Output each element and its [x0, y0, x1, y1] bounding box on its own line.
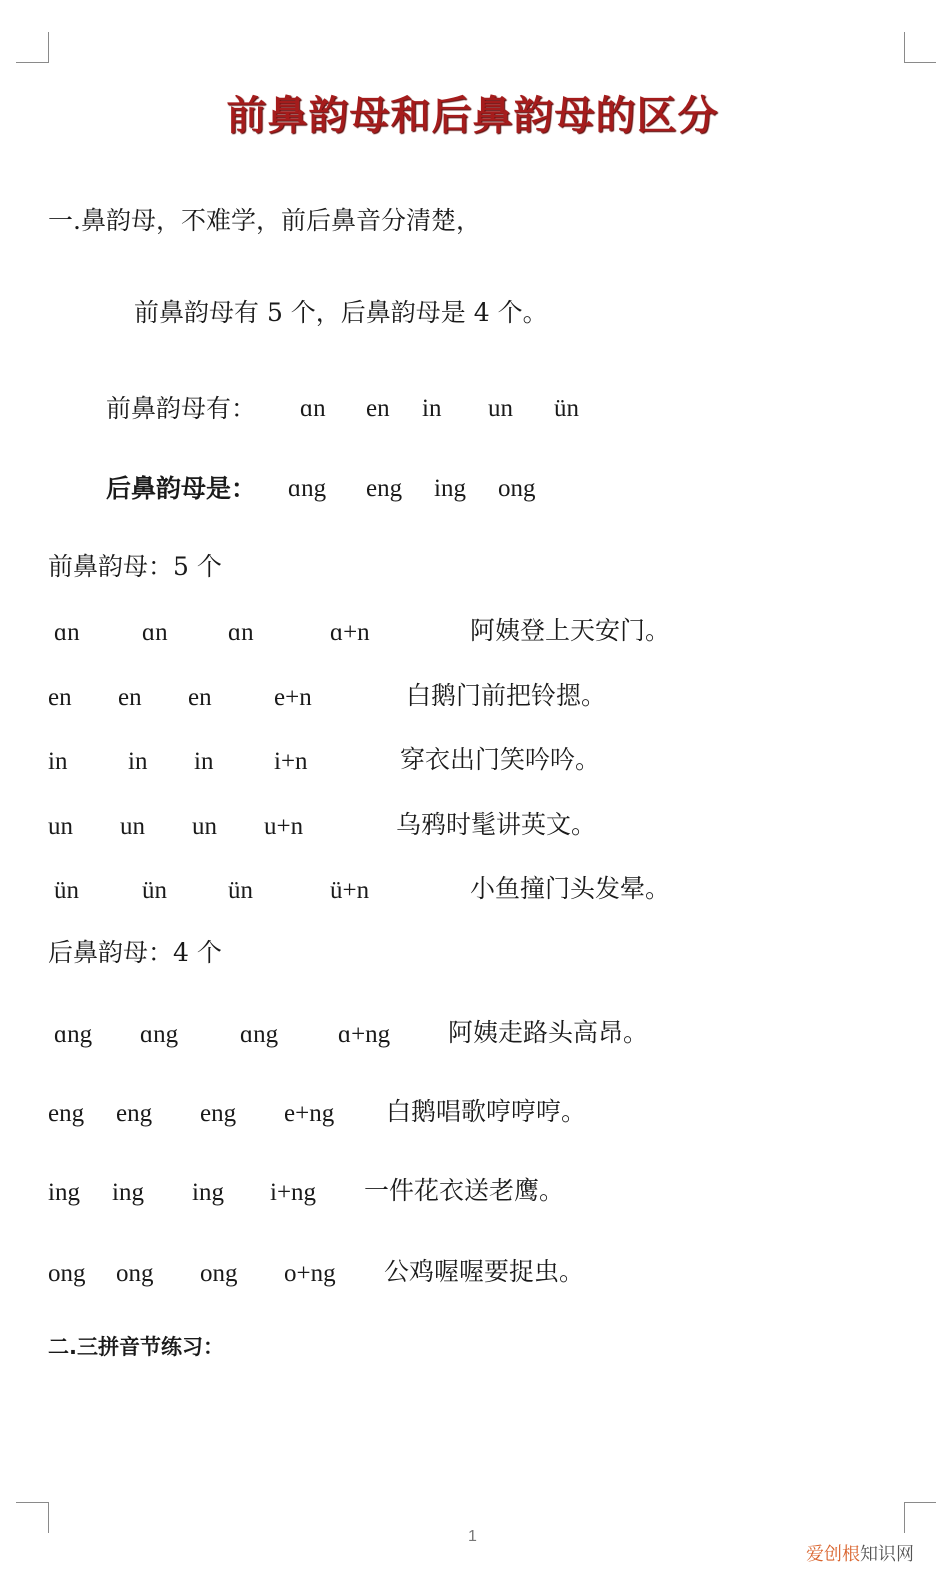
page-corner-mark-top-right	[904, 32, 936, 63]
pinyin-cell: un	[192, 813, 217, 840]
pinyin-cell: ing	[192, 1179, 224, 1206]
pinyin-cell: ing	[112, 1179, 144, 1206]
page-number: 1	[468, 1528, 477, 1545]
front-summary-label: 前鼻韵母有：	[106, 394, 257, 423]
pinyin-cell: eng	[200, 1100, 237, 1127]
rhyme-text: 穿衣出门笑吟吟。	[400, 745, 601, 774]
watermark	[806, 1540, 914, 1566]
pinyin-cell: eng	[48, 1100, 85, 1127]
pinyin-cell: ɑng	[140, 1021, 179, 1048]
pinyin-cell: ɑng	[54, 1021, 93, 1048]
pinyin-cell: ong	[116, 1260, 154, 1287]
pinyin-cell: ong	[200, 1260, 238, 1287]
pinyin-cell: en	[48, 684, 72, 711]
pinyin-cell: ɑn	[54, 619, 80, 646]
front-summary-item: un	[488, 395, 513, 422]
front-summary-item: in	[422, 395, 442, 422]
rhyme-text: 白鹅门前把铃摁。	[406, 681, 607, 710]
rhyme-text: 阿姨登上天安门。	[470, 616, 671, 645]
pinyin-combo: ü+n	[330, 877, 370, 904]
front-section-heading: 前鼻韵母：5 个	[48, 552, 222, 581]
pinyin-cell: in	[194, 748, 214, 775]
page-corner-mark-top-left	[16, 32, 49, 63]
page-title: 前鼻韵母和后鼻韵母的区分	[226, 93, 719, 139]
pinyin-combo: i+ng	[270, 1179, 317, 1206]
pinyin-cell: en	[188, 684, 212, 711]
pinyin-combo: o+ng	[284, 1260, 336, 1287]
rhyme-text: 一件花衣送老鹰。	[364, 1176, 565, 1205]
pinyin-cell: ing	[48, 1179, 80, 1206]
back-section-heading: 后鼻韵母：4 个	[48, 938, 222, 967]
pinyin-combo: ɑ+ng	[338, 1021, 391, 1048]
pinyin-cell: ɑn	[142, 619, 168, 646]
pinyin-cell: ün	[228, 877, 253, 904]
page-corner-mark-bottom-right	[904, 1502, 936, 1533]
rhyme-text: 阿姨走路头高昂。	[448, 1018, 649, 1047]
back-summary-item: ing	[434, 475, 466, 502]
page-corner-mark-bottom-left	[16, 1502, 49, 1533]
rhyme-text: 乌鸦时髦讲英文。	[396, 810, 597, 839]
section-2-heading: 二.三拼音节练习：	[48, 1335, 224, 1359]
rhyme-text: 小鱼撞门头发晕。	[470, 874, 671, 903]
rhyme-text: 公鸡喔喔要捉虫。	[384, 1257, 585, 1286]
pinyin-combo: ɑ+n	[330, 619, 370, 646]
pinyin-cell: ong	[48, 1260, 86, 1287]
pinyin-cell: in	[128, 748, 148, 775]
pinyin-cell: ɑn	[228, 619, 254, 646]
pinyin-cell: ɑng	[240, 1021, 279, 1048]
pinyin-combo: u+n	[264, 813, 304, 840]
pinyin-combo: e+n	[274, 684, 312, 711]
front-summary-item: ün	[554, 395, 579, 422]
back-summary-item: eng	[366, 475, 403, 502]
pinyin-cell: en	[118, 684, 142, 711]
rhyme-text: 白鹅唱歌哼哼哼。	[386, 1097, 587, 1126]
pinyin-cell: in	[48, 748, 68, 775]
back-summary-item: ong	[498, 475, 536, 502]
front-summary-item: ɑn	[300, 395, 326, 422]
front-summary-item: en	[366, 395, 390, 422]
back-summary-label: 后鼻韵母是：	[106, 474, 257, 503]
back-summary-item: ɑng	[288, 475, 327, 502]
watermark-part-1: 爱创根	[806, 1544, 860, 1565]
pinyin-combo: i+n	[274, 748, 308, 775]
intro-line-2: 前鼻韵母有 5 个，后鼻韵母是 4 个。	[134, 298, 548, 327]
pinyin-combo: e+ng	[284, 1100, 335, 1127]
watermark-part-2: 知识网	[860, 1544, 914, 1565]
intro-line-1: 一.鼻韵母，不难学，前后鼻音分清楚，	[48, 206, 481, 235]
pinyin-cell: ün	[142, 877, 167, 904]
pinyin-cell: un	[120, 813, 145, 840]
pinyin-cell: eng	[116, 1100, 153, 1127]
pinyin-cell: un	[48, 813, 73, 840]
pinyin-cell: ün	[54, 877, 79, 904]
